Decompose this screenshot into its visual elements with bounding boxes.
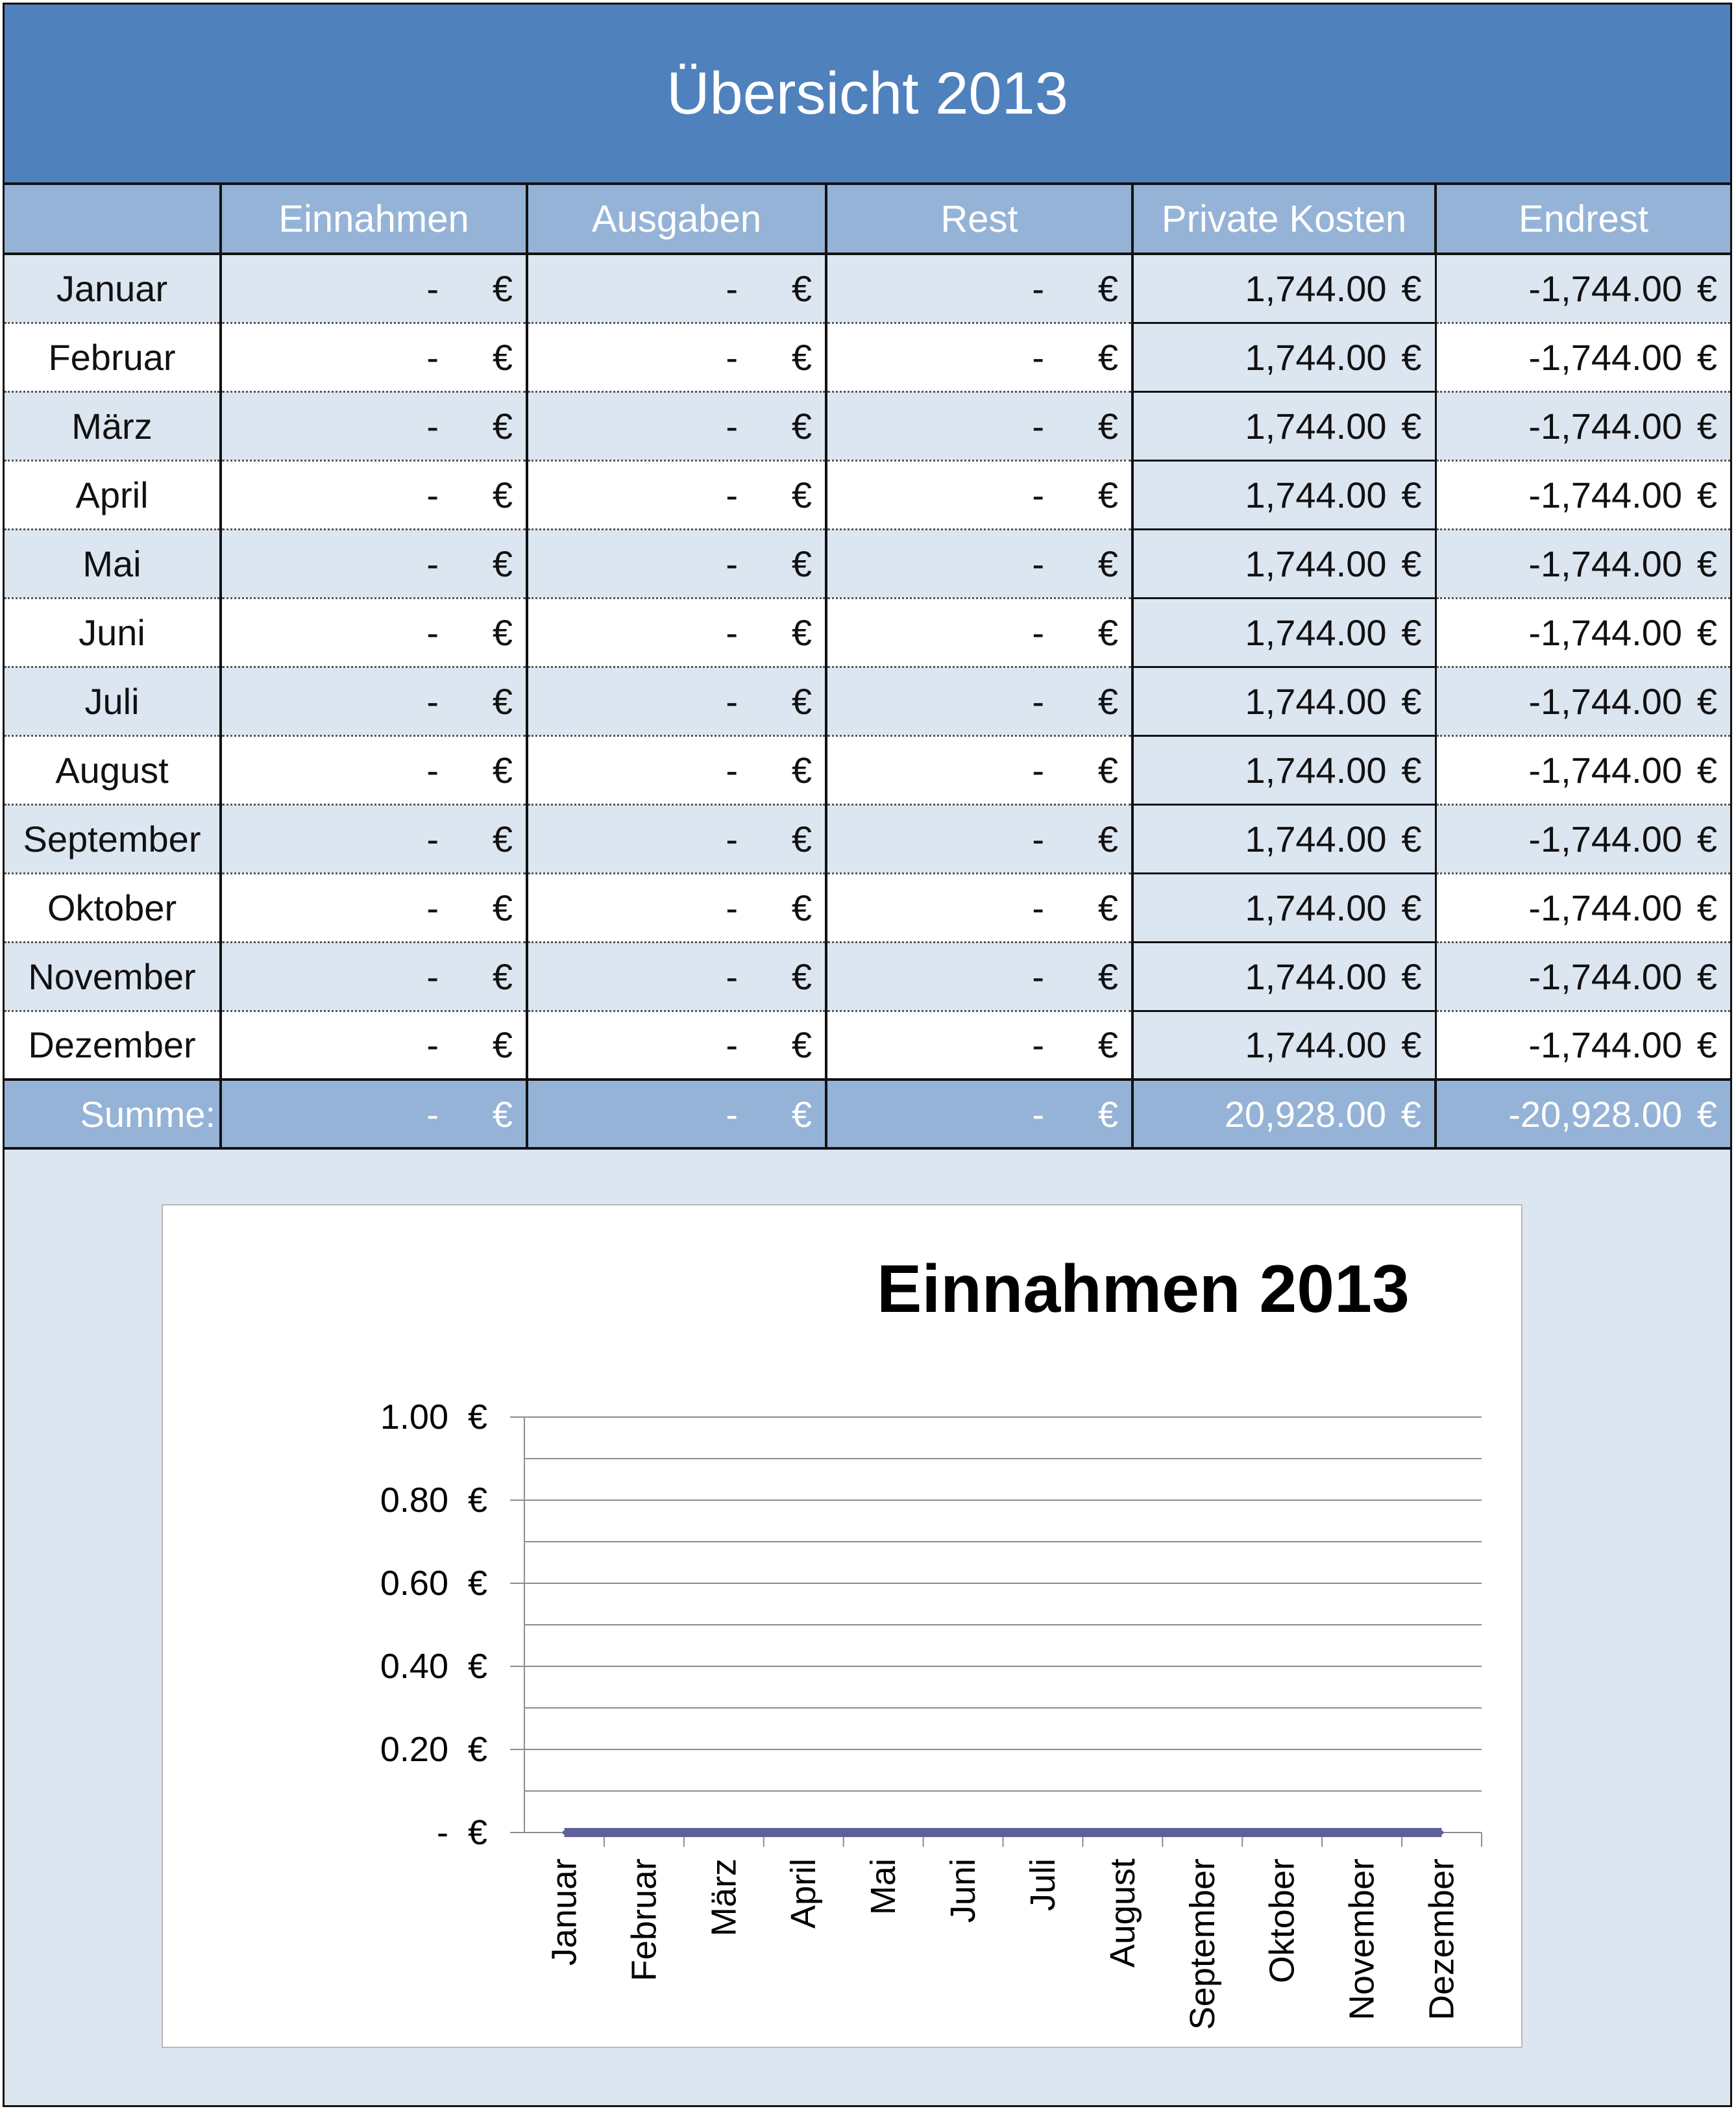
month-label[interactable]: Februar xyxy=(5,323,221,391)
currency-symbol: € xyxy=(1696,543,1717,584)
summe-row xyxy=(5,1080,1730,1148)
cell-value: -1,744.00 xyxy=(1528,818,1682,859)
currency-symbol: € xyxy=(1696,611,1717,653)
cell-value: - xyxy=(1032,680,1044,722)
cell-rest[interactable] xyxy=(826,667,1132,735)
currency-symbol: € xyxy=(1097,1093,1118,1135)
cell-value: -1,744.00 xyxy=(1528,543,1682,584)
cell-rest[interactable] xyxy=(826,460,1132,529)
month-label[interactable]: Juli xyxy=(5,667,221,735)
cell-value: - xyxy=(726,543,738,584)
currency-symbol: € xyxy=(1696,267,1717,309)
currency-symbol: € xyxy=(1401,405,1422,447)
table-row xyxy=(5,598,1730,667)
month-label[interactable]: Juni xyxy=(5,598,221,667)
currency-symbol: € xyxy=(492,680,513,722)
summe-label: Summe: xyxy=(5,1080,221,1148)
currency-symbol: € xyxy=(1696,749,1717,791)
cell-rest[interactable] xyxy=(826,529,1132,598)
currency-symbol: € xyxy=(492,887,513,928)
data-point xyxy=(1041,1831,1045,1834)
month-label[interactable]: Oktober xyxy=(5,873,221,942)
x-tick-label: Juni xyxy=(944,1858,983,1923)
currency-symbol: € xyxy=(1400,1093,1421,1135)
currency-symbol: € xyxy=(492,749,513,791)
cell-value: - xyxy=(726,267,738,309)
currency-symbol: € xyxy=(1696,818,1717,859)
data-point xyxy=(1201,1831,1204,1834)
currency-symbol: € xyxy=(1097,818,1118,859)
cell-rest[interactable] xyxy=(826,735,1132,804)
table-row xyxy=(5,667,1730,735)
currency-symbol: € xyxy=(1401,267,1422,309)
cell-ausgaben[interactable] xyxy=(527,460,826,529)
currency-symbol: € xyxy=(492,818,513,859)
cell-rest[interactable] xyxy=(826,1011,1132,1080)
cell-value: -20,928.00 xyxy=(1508,1093,1682,1135)
currency-symbol: € xyxy=(791,543,812,584)
currency-symbol: € xyxy=(492,543,513,584)
cell-einnahmen[interactable] xyxy=(221,323,527,391)
currency-symbol: € xyxy=(791,611,812,653)
x-tick-label: Oktober xyxy=(1262,1858,1302,1984)
cell-endrest[interactable] xyxy=(1436,667,1730,735)
data-point xyxy=(722,1831,726,1834)
cell-value: - xyxy=(426,818,439,859)
cell-value: - xyxy=(726,474,738,515)
header-rest[interactable]: Rest xyxy=(826,185,1132,254)
cell-value: - xyxy=(726,956,738,997)
y-tick-label: 1.00 xyxy=(380,1398,448,1437)
currency-symbol: € xyxy=(1696,1024,1717,1066)
data-point xyxy=(961,1831,965,1834)
cell-einnahmen[interactable] xyxy=(221,254,527,323)
cell-value: - xyxy=(1032,1024,1044,1066)
cell-value: - xyxy=(1032,818,1044,859)
cell-value: - xyxy=(426,956,439,997)
cell-private[interactable] xyxy=(1132,598,1436,667)
cell-einnahmen[interactable] xyxy=(221,460,527,529)
cell-private[interactable] xyxy=(1132,254,1436,323)
cell-rest[interactable] xyxy=(826,323,1132,391)
cell-value: - xyxy=(426,680,439,722)
cell-value: -1,744.00 xyxy=(1528,474,1682,515)
cell-ausgaben[interactable] xyxy=(527,391,826,460)
currency-symbol: € xyxy=(492,611,513,653)
cell-value: - xyxy=(426,267,439,309)
cell-value: 1,744.00 xyxy=(1245,611,1387,653)
cell-value: -1,744.00 xyxy=(1528,405,1682,447)
currency-symbol: € xyxy=(1097,405,1118,447)
x-tick-label: August xyxy=(1103,1858,1142,1968)
cell-rest[interactable] xyxy=(826,873,1132,942)
cell-value: 1,744.00 xyxy=(1245,818,1387,859)
cell-endrest[interactable] xyxy=(1436,323,1730,391)
cell-value: -1,744.00 xyxy=(1528,680,1682,722)
cell-value: - xyxy=(726,818,738,859)
currency-symbol: € xyxy=(1401,818,1422,859)
cell-value: 1,744.00 xyxy=(1245,887,1387,928)
cell-rest[interactable] xyxy=(826,1080,1132,1148)
cell-rest[interactable] xyxy=(826,942,1132,1011)
data-point xyxy=(1360,1831,1364,1834)
cell-einnahmen[interactable] xyxy=(221,804,527,873)
currency-symbol: € xyxy=(492,1093,513,1135)
currency-symbol: € xyxy=(492,336,513,378)
cell-private[interactable] xyxy=(1132,1011,1436,1080)
table-row xyxy=(5,529,1730,598)
currency-symbol: € xyxy=(492,405,513,447)
table-row xyxy=(5,254,1730,323)
currency-symbol: € xyxy=(1696,1093,1717,1135)
month-label[interactable]: Mai xyxy=(5,529,221,598)
cell-private[interactable] xyxy=(1132,460,1436,529)
currency-symbol: € xyxy=(1097,887,1118,928)
currency-symbol: € xyxy=(791,749,812,791)
cell-value: - xyxy=(426,1024,439,1066)
cell-value: - xyxy=(426,1093,439,1135)
data-point xyxy=(1121,1831,1125,1834)
cell-value: - xyxy=(426,336,439,378)
cell-ausgaben[interactable] xyxy=(527,667,826,735)
table-row xyxy=(5,460,1730,529)
currency-symbol: € xyxy=(791,1093,812,1135)
y-tick-label: 0.80 xyxy=(380,1481,448,1520)
currency-symbol: € xyxy=(1097,611,1118,653)
cell-value: - xyxy=(1032,474,1044,515)
currency-symbol: € xyxy=(791,887,812,928)
currency-symbol: € xyxy=(1696,680,1717,722)
x-tick-label: Februar xyxy=(624,1858,664,1982)
cell-value: - xyxy=(1032,956,1044,997)
currency-symbol: € xyxy=(1401,887,1422,928)
cell-value: - xyxy=(726,680,738,722)
cell-einnahmen[interactable] xyxy=(221,529,527,598)
data-point xyxy=(1440,1831,1444,1834)
cell-value: -1,744.00 xyxy=(1528,887,1682,928)
cell-einnahmen[interactable] xyxy=(221,391,527,460)
cell-ausgaben[interactable] xyxy=(527,1011,826,1080)
cell-value: 1,744.00 xyxy=(1245,405,1387,447)
table-row xyxy=(5,391,1730,460)
cell-einnahmen[interactable] xyxy=(221,873,527,942)
overview-table xyxy=(5,185,1730,1150)
currency-symbol: € xyxy=(1401,336,1422,378)
currency-symbol: € xyxy=(791,818,812,859)
cell-value: - xyxy=(1032,611,1044,653)
table-row xyxy=(5,804,1730,873)
chart-title: Einnahmen 2013 xyxy=(877,1252,1410,1327)
currency-symbol: € xyxy=(1097,1024,1118,1066)
cell-private[interactable] xyxy=(1132,1080,1436,1148)
cell-endrest[interactable] xyxy=(1436,1080,1730,1148)
data-point xyxy=(642,1831,646,1834)
y-tick-label: 0.20 xyxy=(380,1730,448,1769)
cell-value: - xyxy=(726,1024,738,1066)
cell-value: - xyxy=(426,543,439,584)
currency-symbol: € xyxy=(791,336,812,378)
header-private-kosten[interactable]: Private Kosten xyxy=(1132,185,1436,254)
currency-symbol: € xyxy=(1401,543,1422,584)
cell-endrest[interactable] xyxy=(1436,529,1730,598)
y-tick-currency: € xyxy=(467,1647,487,1686)
currency-symbol: € xyxy=(492,267,513,309)
y-tick-currency: € xyxy=(467,1481,487,1520)
cell-value: -1,744.00 xyxy=(1528,267,1682,309)
header-einnahmen[interactable]: Einnahmen xyxy=(221,185,527,254)
month-label[interactable]: September xyxy=(5,804,221,873)
cell-value: - xyxy=(1032,749,1044,791)
cell-rest[interactable] xyxy=(826,391,1132,460)
month-label[interactable]: November xyxy=(5,942,221,1011)
cell-value: - xyxy=(726,611,738,653)
cell-value: - xyxy=(426,611,439,653)
cell-private[interactable] xyxy=(1132,323,1436,391)
cell-einnahmen[interactable] xyxy=(221,667,527,735)
cell-rest[interactable] xyxy=(826,598,1132,667)
y-tick-label: 0.40 xyxy=(380,1647,448,1686)
header-corner xyxy=(5,185,221,254)
cell-value: - xyxy=(1032,543,1044,584)
header-ausgaben[interactable]: Ausgaben xyxy=(527,185,826,254)
cell-value: - xyxy=(1032,887,1044,928)
cell-einnahmen[interactable] xyxy=(221,942,527,1011)
cell-value: 1,744.00 xyxy=(1245,336,1387,378)
header-endrest[interactable]: Endrest xyxy=(1436,185,1730,254)
header-row xyxy=(5,185,1730,254)
currency-symbol: € xyxy=(1401,680,1422,722)
cell-value: 1,744.00 xyxy=(1245,474,1387,515)
cell-value: - xyxy=(1032,405,1044,447)
cell-value: - xyxy=(426,405,439,447)
cell-ausgaben[interactable] xyxy=(527,735,826,804)
cell-einnahmen[interactable] xyxy=(221,1080,527,1148)
cell-endrest[interactable] xyxy=(1436,1011,1730,1080)
table-row xyxy=(5,942,1730,1011)
cell-value: 1,744.00 xyxy=(1245,956,1387,997)
cell-value: - xyxy=(426,887,439,928)
currency-symbol: € xyxy=(1401,1024,1422,1066)
currency-symbol: € xyxy=(791,267,812,309)
table-row xyxy=(5,873,1730,942)
y-tick-currency: € xyxy=(467,1398,487,1437)
cell-value: - xyxy=(426,749,439,791)
einnahmen-chart[interactable] xyxy=(162,1204,1522,2048)
cell-endrest[interactable] xyxy=(1436,735,1730,804)
cell-value: 1,744.00 xyxy=(1245,267,1387,309)
cell-private[interactable] xyxy=(1132,667,1436,735)
currency-symbol: € xyxy=(1696,405,1717,447)
table-row xyxy=(5,323,1730,391)
y-tick-currency: € xyxy=(467,1813,487,1852)
cell-value: - xyxy=(726,887,738,928)
currency-symbol: € xyxy=(791,680,812,722)
y-tick-label: 0.60 xyxy=(380,1564,448,1603)
cell-value: -1,744.00 xyxy=(1528,336,1682,378)
cell-value: -1,744.00 xyxy=(1528,956,1682,997)
cell-private[interactable] xyxy=(1132,942,1436,1011)
x-tick-label: Januar xyxy=(544,1858,584,1966)
chart-plot xyxy=(163,1205,1521,2047)
y-tick-currency: € xyxy=(467,1564,487,1603)
cell-private[interactable] xyxy=(1132,391,1436,460)
cell-rest[interactable] xyxy=(826,254,1132,323)
cell-value: 1,744.00 xyxy=(1245,543,1387,584)
month-label[interactable]: März xyxy=(5,391,221,460)
x-tick-label: September xyxy=(1182,1858,1222,2031)
cell-value: - xyxy=(726,336,738,378)
cell-value: - xyxy=(726,1093,738,1135)
cell-ausgaben[interactable] xyxy=(527,598,826,667)
cell-einnahmen[interactable] xyxy=(221,598,527,667)
cell-ausgaben[interactable] xyxy=(527,804,826,873)
currency-symbol: € xyxy=(1097,267,1118,309)
cell-value: 1,744.00 xyxy=(1245,680,1387,722)
currency-symbol: € xyxy=(1696,887,1717,928)
cell-value: - xyxy=(426,474,439,515)
table-row xyxy=(5,735,1730,804)
cell-rest[interactable] xyxy=(826,804,1132,873)
cell-ausgaben[interactable] xyxy=(527,1080,826,1148)
cell-value: -1,744.00 xyxy=(1528,1024,1682,1066)
month-label[interactable]: April xyxy=(5,460,221,529)
currency-symbol: € xyxy=(492,1024,513,1066)
currency-symbol: € xyxy=(1097,956,1118,997)
currency-symbol: € xyxy=(791,1024,812,1066)
cell-endrest[interactable] xyxy=(1436,254,1730,323)
currency-symbol: € xyxy=(1097,749,1118,791)
cell-value: 1,744.00 xyxy=(1245,1024,1387,1066)
y-tick-label: - xyxy=(437,1813,448,1852)
table-row xyxy=(5,1011,1730,1080)
currency-symbol: € xyxy=(1401,611,1422,653)
cell-value: - xyxy=(726,749,738,791)
cell-endrest[interactable] xyxy=(1436,804,1730,873)
currency-symbol: € xyxy=(791,956,812,997)
cell-value: -1,744.00 xyxy=(1528,611,1682,653)
y-tick-currency: € xyxy=(467,1730,487,1769)
x-tick-label: November xyxy=(1342,1858,1382,2021)
currency-symbol: € xyxy=(1696,336,1717,378)
cell-ausgaben[interactable] xyxy=(527,323,826,391)
cell-endrest[interactable] xyxy=(1436,598,1730,667)
cell-ausgaben[interactable] xyxy=(527,873,826,942)
currency-symbol: € xyxy=(791,405,812,447)
currency-symbol: € xyxy=(492,956,513,997)
cell-ausgaben[interactable] xyxy=(527,942,826,1011)
cell-ausgaben[interactable] xyxy=(527,254,826,323)
x-tick-label: Dezember xyxy=(1422,1858,1461,2021)
cell-value: - xyxy=(726,405,738,447)
cell-private[interactable] xyxy=(1132,804,1436,873)
month-label[interactable]: August xyxy=(5,735,221,804)
currency-symbol: € xyxy=(1097,543,1118,584)
month-label[interactable]: Januar xyxy=(5,254,221,323)
data-point xyxy=(1280,1831,1284,1834)
currency-symbol: € xyxy=(1097,336,1118,378)
cell-einnahmen[interactable] xyxy=(221,1011,527,1080)
currency-symbol: € xyxy=(492,474,513,515)
currency-symbol: € xyxy=(1696,474,1717,515)
currency-symbol: € xyxy=(791,474,812,515)
spreadsheet-overview xyxy=(3,3,1732,2107)
cell-value: - xyxy=(1032,1093,1044,1135)
cell-private[interactable] xyxy=(1132,529,1436,598)
cell-private[interactable] xyxy=(1132,735,1436,804)
data-point xyxy=(562,1831,566,1834)
currency-symbol: € xyxy=(1097,474,1118,515)
currency-symbol: € xyxy=(1696,956,1717,997)
cell-value: 1,744.00 xyxy=(1245,749,1387,791)
x-tick-label: Juli xyxy=(1023,1858,1062,1912)
currency-symbol: € xyxy=(1401,749,1422,791)
currency-symbol: € xyxy=(1401,956,1422,997)
cell-value: -1,744.00 xyxy=(1528,749,1682,791)
data-point xyxy=(881,1831,885,1834)
cell-value: - xyxy=(1032,336,1044,378)
cell-value: - xyxy=(1032,267,1044,309)
currency-symbol: € xyxy=(1097,680,1118,722)
cell-endrest[interactable] xyxy=(1436,460,1730,529)
x-tick-label: März xyxy=(704,1858,744,1936)
cell-endrest[interactable] xyxy=(1436,942,1730,1011)
cell-value: 20,928.00 xyxy=(1224,1093,1386,1135)
x-tick-label: April xyxy=(784,1858,824,1929)
cell-ausgaben[interactable] xyxy=(527,529,826,598)
sheet-title: Übersicht 2013 xyxy=(5,5,1730,185)
month-label[interactable]: Dezember xyxy=(5,1011,221,1080)
cell-einnahmen[interactable] xyxy=(221,735,527,804)
cell-endrest[interactable] xyxy=(1436,391,1730,460)
data-point xyxy=(801,1831,805,1834)
cell-endrest[interactable] xyxy=(1436,873,1730,942)
currency-symbol: € xyxy=(1401,474,1422,515)
x-tick-label: Mai xyxy=(864,1858,903,1916)
cell-private[interactable] xyxy=(1132,873,1436,942)
